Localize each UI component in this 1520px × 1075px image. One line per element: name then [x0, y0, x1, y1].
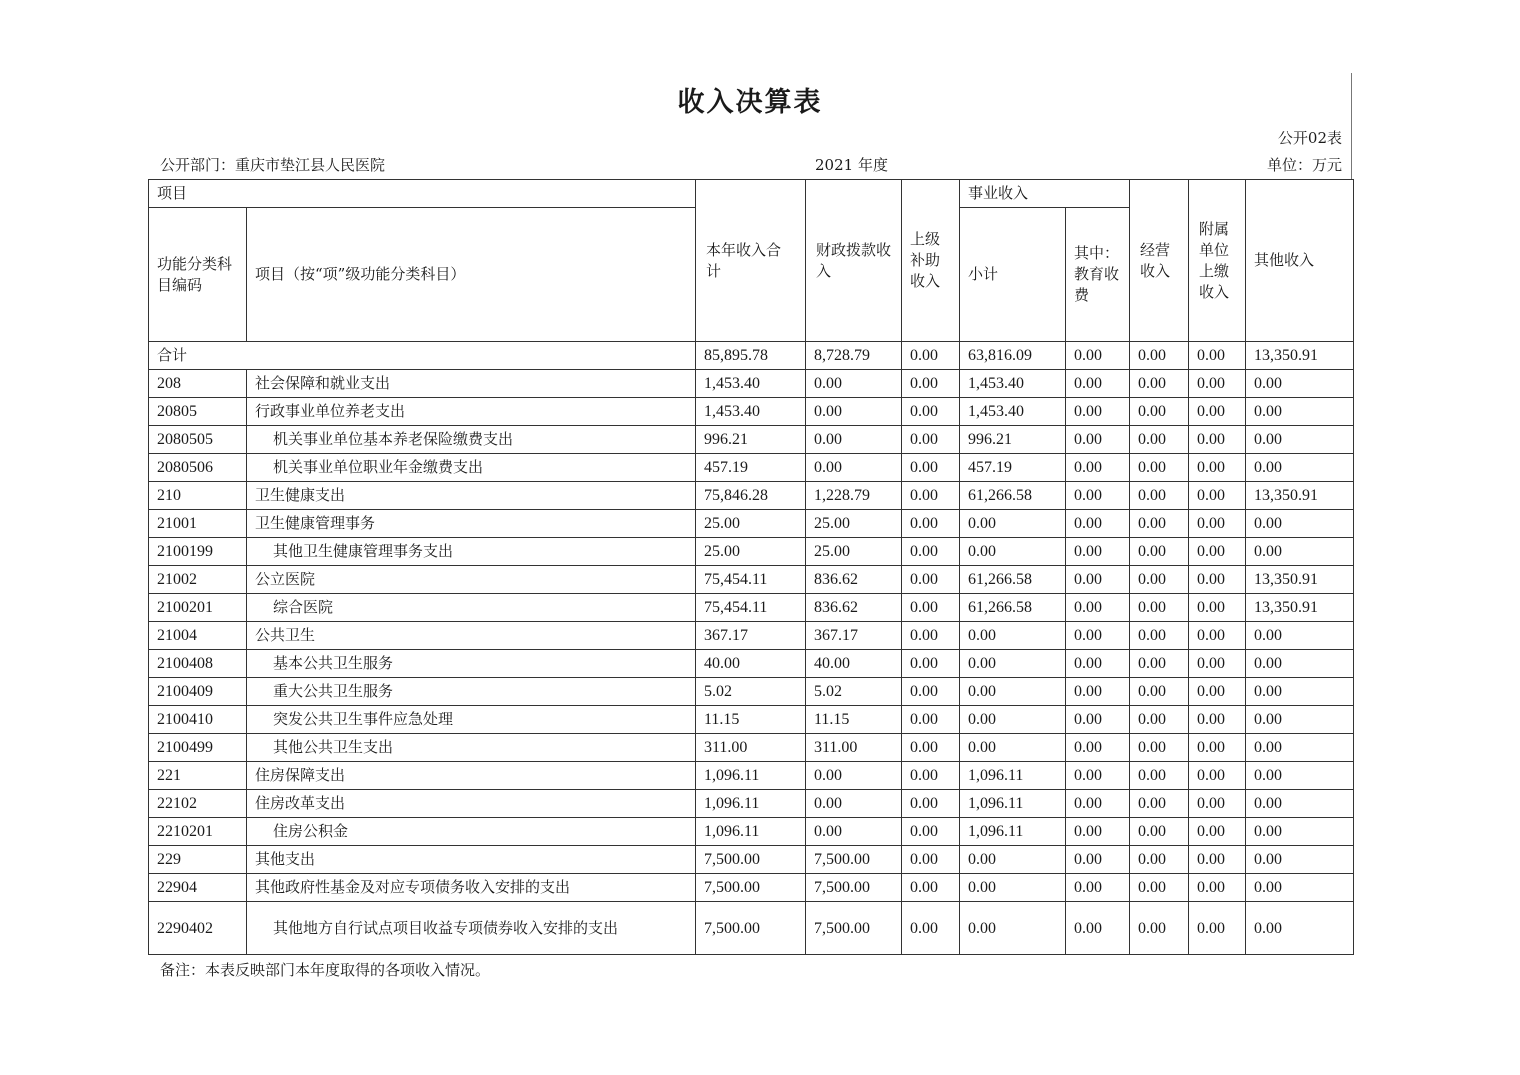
row-value: 0.00: [1130, 790, 1189, 818]
row-value: 0.00: [960, 846, 1066, 874]
row-value: 0.00: [1246, 902, 1354, 955]
row-code: 22904: [149, 874, 247, 902]
row-value: 7,500.00: [696, 874, 806, 902]
row-value: 0.00: [1246, 846, 1354, 874]
row-code: 221: [149, 762, 247, 790]
row-value: 0.00: [902, 622, 960, 650]
row-value: 0.00: [1066, 902, 1130, 955]
row-code: 2210201: [149, 818, 247, 846]
row-value: 0.00: [902, 370, 960, 398]
table-row: [149, 622, 1354, 650]
row-value: 836.62: [806, 566, 902, 594]
row-value: 0.00: [1130, 622, 1189, 650]
table-row: [149, 370, 1354, 398]
row-value: 0.00: [1130, 846, 1189, 874]
row-value: 0.00: [1130, 538, 1189, 566]
row-value: 0.00: [902, 426, 960, 454]
row-value: 0.00: [1189, 510, 1246, 538]
row-value: 0.00: [902, 706, 960, 734]
row-value: 0.00: [902, 762, 960, 790]
table-row: [149, 566, 1354, 594]
row-name: 卫生健康支出: [247, 482, 696, 510]
header-other: 其他收入: [1246, 180, 1354, 342]
row-value: 0.00: [1246, 818, 1354, 846]
row-name: 社会保障和就业支出: [247, 370, 696, 398]
row-value: 0.00: [1189, 762, 1246, 790]
row-value: 0.00: [1066, 454, 1130, 482]
row-value: 1,096.11: [696, 762, 806, 790]
row-value: 0.00: [960, 874, 1066, 902]
total-row: [149, 342, 1354, 370]
row-value: 0.00: [1066, 370, 1130, 398]
row-value: 0.00: [1130, 762, 1189, 790]
row-value: 0.00: [902, 790, 960, 818]
row-value: 0.00: [960, 734, 1066, 762]
table-row: [149, 762, 1354, 790]
row-value: 0.00: [1066, 874, 1130, 902]
row-value: 0.00: [806, 426, 902, 454]
header-project-name: 项目（按“项”级功能分类科目）: [247, 208, 696, 342]
row-name: 其他公共卫生支出: [247, 734, 696, 762]
page-title: 收入决算表: [677, 87, 823, 118]
row-value: 5.02: [806, 678, 902, 706]
table-row: [149, 538, 1354, 566]
row-name: 住房公积金: [247, 818, 696, 846]
row-value: 0.00: [1189, 902, 1246, 955]
table-row: [149, 398, 1354, 426]
row-value: 7,500.00: [696, 902, 806, 955]
table-row: [149, 510, 1354, 538]
row-name: 其他支出: [247, 846, 696, 874]
row-value: 0.00: [1246, 706, 1354, 734]
row-value: 0.00: [902, 818, 960, 846]
row-value: 1,096.11: [960, 790, 1066, 818]
row-value: 75,454.11: [696, 594, 806, 622]
row-value: 7,500.00: [696, 846, 806, 874]
row-code: 22102: [149, 790, 247, 818]
header-total-income: 本年收入合计: [696, 180, 806, 342]
row-value: 0.00: [1189, 594, 1246, 622]
row-code: 2100199: [149, 538, 247, 566]
row-value: 0.00: [960, 678, 1066, 706]
row-value: 1,453.40: [696, 398, 806, 426]
row-code: 208: [149, 370, 247, 398]
row-value: 0.00: [1066, 538, 1130, 566]
row-value: 1,096.11: [960, 818, 1066, 846]
row-value: 0.00: [902, 538, 960, 566]
row-value: 0.00: [1066, 706, 1130, 734]
row-value: 7,500.00: [806, 874, 902, 902]
row-value: 0.00: [1066, 790, 1130, 818]
row-value: 0.00: [1189, 398, 1246, 426]
row-value: 0.00: [902, 454, 960, 482]
header-func-code: 功能分类科目编码: [149, 208, 247, 342]
total-cell: 13,350.91: [1246, 342, 1354, 370]
row-value: 0.00: [902, 566, 960, 594]
row-name: 公共卫生: [247, 622, 696, 650]
row-value: 311.00: [696, 734, 806, 762]
row-value: 40.00: [806, 650, 902, 678]
row-value: 0.00: [1130, 706, 1189, 734]
row-value: 367.17: [696, 622, 806, 650]
row-value: 13,350.91: [1246, 566, 1354, 594]
row-value: 0.00: [1246, 370, 1354, 398]
row-value: 0.00: [1130, 398, 1189, 426]
row-value: 0.00: [1189, 790, 1246, 818]
row-value: 61,266.58: [960, 566, 1066, 594]
table-body: [149, 342, 1354, 955]
row-value: 25.00: [696, 510, 806, 538]
row-value: 75,454.11: [696, 566, 806, 594]
row-name: 重大公共卫生服务: [247, 678, 696, 706]
row-value: 7,500.00: [806, 902, 902, 955]
row-value: 0.00: [1189, 426, 1246, 454]
row-value: 0.00: [1246, 398, 1354, 426]
row-value: 0.00: [1130, 734, 1189, 762]
row-value: 0.00: [960, 538, 1066, 566]
row-value: 0.00: [1066, 650, 1130, 678]
row-value: 0.00: [1189, 622, 1246, 650]
row-value: 996.21: [960, 426, 1066, 454]
row-value: 1,096.11: [696, 790, 806, 818]
row-value: 0.00: [1066, 846, 1130, 874]
table-header: [149, 180, 1354, 342]
row-value: 0.00: [902, 874, 960, 902]
row-value: 457.19: [960, 454, 1066, 482]
row-code: 2100409: [149, 678, 247, 706]
row-value: 0.00: [1246, 790, 1354, 818]
row-value: 0.00: [1130, 426, 1189, 454]
header-fiscal: 财政拨款收入: [806, 180, 902, 342]
row-value: 0.00: [1066, 398, 1130, 426]
row-value: 5.02: [696, 678, 806, 706]
row-value: 11.15: [806, 706, 902, 734]
row-value: 0.00: [1130, 650, 1189, 678]
row-value: 0.00: [806, 454, 902, 482]
row-value: 311.00: [806, 734, 902, 762]
row-value: 0.00: [806, 398, 902, 426]
row-value: 0.00: [902, 510, 960, 538]
table-row: [149, 706, 1354, 734]
row-value: 75,846.28: [696, 482, 806, 510]
row-name: 住房保障支出: [247, 762, 696, 790]
row-value: 0.00: [1246, 622, 1354, 650]
total-cell: 8,728.79: [806, 342, 902, 370]
row-name: 其他政府性基金及对应专项债务收入安排的支出: [247, 874, 696, 902]
row-value: 0.00: [902, 678, 960, 706]
row-name: 住房改革支出: [247, 790, 696, 818]
row-value: 0.00: [1189, 566, 1246, 594]
row-value: 0.00: [1246, 454, 1354, 482]
table-row: [149, 902, 1354, 955]
row-value: 0.00: [1189, 734, 1246, 762]
row-value: 1,453.40: [960, 398, 1066, 426]
row-code: 2100410: [149, 706, 247, 734]
row-value: 0.00: [902, 482, 960, 510]
header-project: 项目: [149, 180, 696, 208]
row-name: 机关事业单位职业年金缴费支出: [247, 454, 696, 482]
row-value: 0.00: [806, 790, 902, 818]
row-value: 0.00: [1189, 706, 1246, 734]
row-value: 0.00: [1189, 538, 1246, 566]
row-value: 0.00: [806, 370, 902, 398]
row-value: 0.00: [902, 650, 960, 678]
row-value: 0.00: [1066, 734, 1130, 762]
row-name: 行政事业单位养老支出: [247, 398, 696, 426]
row-value: 0.00: [1066, 678, 1130, 706]
row-value: 0.00: [1246, 650, 1354, 678]
row-value: 0.00: [1189, 846, 1246, 874]
row-value: 0.00: [1246, 538, 1354, 566]
row-code: 21001: [149, 510, 247, 538]
row-value: 0.00: [902, 734, 960, 762]
department-label: 公开部门：重庆市垫江县人民医院: [160, 156, 386, 174]
row-code: 21002: [149, 566, 247, 594]
row-value: 0.00: [1246, 874, 1354, 902]
total-cell: 63,816.09: [960, 342, 1066, 370]
row-value: 1,096.11: [960, 762, 1066, 790]
row-value: 836.62: [806, 594, 902, 622]
row-value: 61,266.58: [960, 594, 1066, 622]
row-value: 0.00: [1066, 566, 1130, 594]
row-value: 0.00: [1130, 370, 1189, 398]
row-name: 综合医院: [247, 594, 696, 622]
row-value: 0.00: [1130, 818, 1189, 846]
row-code: 2100499: [149, 734, 247, 762]
table-row: [149, 454, 1354, 482]
row-value: 0.00: [960, 510, 1066, 538]
row-value: 0.00: [806, 762, 902, 790]
row-value: 11.15: [696, 706, 806, 734]
row-value: 0.00: [1246, 510, 1354, 538]
table-code: 公开02表: [1277, 129, 1342, 147]
fiscal-year: 2021 年度: [815, 156, 888, 174]
row-name: 公立医院: [247, 566, 696, 594]
row-value: 0.00: [1066, 622, 1130, 650]
row-value: 0.00: [960, 902, 1066, 955]
row-code: 2080505: [149, 426, 247, 454]
row-name: 机关事业单位基本养老保险缴费支出: [247, 426, 696, 454]
row-value: 0.00: [960, 650, 1066, 678]
row-value: 0.00: [1246, 762, 1354, 790]
row-value: 1,453.40: [696, 370, 806, 398]
row-value: 13,350.91: [1246, 482, 1354, 510]
row-value: 996.21: [696, 426, 806, 454]
row-value: 0.00: [1246, 426, 1354, 454]
total-cell: 0.00: [1189, 342, 1246, 370]
row-value: 0.00: [902, 594, 960, 622]
row-value: 0.00: [806, 818, 902, 846]
row-value: 0.00: [1066, 482, 1130, 510]
income-table: [148, 179, 1354, 955]
row-code: 2290402: [149, 902, 247, 955]
row-value: 0.00: [1130, 454, 1189, 482]
row-code: 2100201: [149, 594, 247, 622]
row-value: 13,350.91: [1246, 594, 1354, 622]
row-value: 0.00: [1189, 818, 1246, 846]
row-name: 其他卫生健康管理事务支出: [247, 538, 696, 566]
row-code: 210: [149, 482, 247, 510]
header-business: 事业收入: [960, 180, 1130, 208]
header-subtotal: 小计: [960, 208, 1066, 342]
header-education: 其中：教育收费: [1066, 208, 1130, 342]
row-value: 0.00: [1189, 678, 1246, 706]
row-value: 0.00: [1130, 510, 1189, 538]
header-superior: 上级补助收入: [902, 180, 960, 342]
row-value: 0.00: [1189, 874, 1246, 902]
row-value: 0.00: [1066, 510, 1130, 538]
row-name: 其他地方自行试点项目收益专项债券收入安排的支出: [247, 902, 696, 955]
row-value: 1,096.11: [696, 818, 806, 846]
table-row: [149, 734, 1354, 762]
row-code: 2100408: [149, 650, 247, 678]
row-value: 0.00: [1246, 678, 1354, 706]
row-value: 0.00: [1130, 566, 1189, 594]
row-code: 229: [149, 846, 247, 874]
row-value: 367.17: [806, 622, 902, 650]
footnote: 备注：本表反映部门本年度取得的各项收入情况。: [160, 961, 491, 979]
total-cell: 0.00: [902, 342, 960, 370]
row-value: 0.00: [1189, 370, 1246, 398]
table-row: [149, 678, 1354, 706]
row-value: 0.00: [1189, 650, 1246, 678]
row-name: 卫生健康管理事务: [247, 510, 696, 538]
row-name: 基本公共卫生服务: [247, 650, 696, 678]
total-cell: 0.00: [1066, 342, 1130, 370]
total-cell: 0.00: [1130, 342, 1189, 370]
row-value: 0.00: [1066, 594, 1130, 622]
table-row: [149, 650, 1354, 678]
row-value: 0.00: [1066, 762, 1130, 790]
row-value: 457.19: [696, 454, 806, 482]
row-code: 2080506: [149, 454, 247, 482]
row-value: 61,266.58: [960, 482, 1066, 510]
row-value: 25.00: [806, 538, 902, 566]
row-value: 0.00: [1246, 734, 1354, 762]
total-label: 合计: [149, 342, 696, 370]
table-row: [149, 790, 1354, 818]
table-row: [149, 846, 1354, 874]
row-value: 0.00: [902, 846, 960, 874]
row-name: 突发公共卫生事件应急处理: [247, 706, 696, 734]
row-value: 0.00: [1130, 482, 1189, 510]
row-value: 0.00: [902, 902, 960, 955]
row-value: 0.00: [1066, 818, 1130, 846]
row-value: 0.00: [1189, 454, 1246, 482]
table-row: [149, 874, 1354, 902]
row-value: 0.00: [1130, 678, 1189, 706]
row-code: 20805: [149, 398, 247, 426]
row-value: 1,453.40: [960, 370, 1066, 398]
row-value: 0.00: [960, 706, 1066, 734]
header-affiliated: 附属单位上缴收入: [1189, 180, 1246, 342]
row-value: 0.00: [1189, 482, 1246, 510]
row-value: 0.00: [1130, 902, 1189, 955]
table-row: [149, 482, 1354, 510]
unit-label: 单位：万元: [1266, 156, 1342, 174]
row-value: 0.00: [1130, 594, 1189, 622]
row-value: 7,500.00: [806, 846, 902, 874]
row-value: 0.00: [902, 398, 960, 426]
row-value: 0.00: [1130, 874, 1189, 902]
row-value: 25.00: [806, 510, 902, 538]
table-row: [149, 818, 1354, 846]
header-operating: 经营收入: [1130, 180, 1189, 342]
row-value: 1,228.79: [806, 482, 902, 510]
row-value: 0.00: [960, 622, 1066, 650]
row-value: 40.00: [696, 650, 806, 678]
row-code: 21004: [149, 622, 247, 650]
total-cell: 85,895.78: [696, 342, 806, 370]
row-value: 0.00: [1066, 426, 1130, 454]
row-value: 25.00: [696, 538, 806, 566]
table-row: [149, 594, 1354, 622]
table-row: [149, 426, 1354, 454]
